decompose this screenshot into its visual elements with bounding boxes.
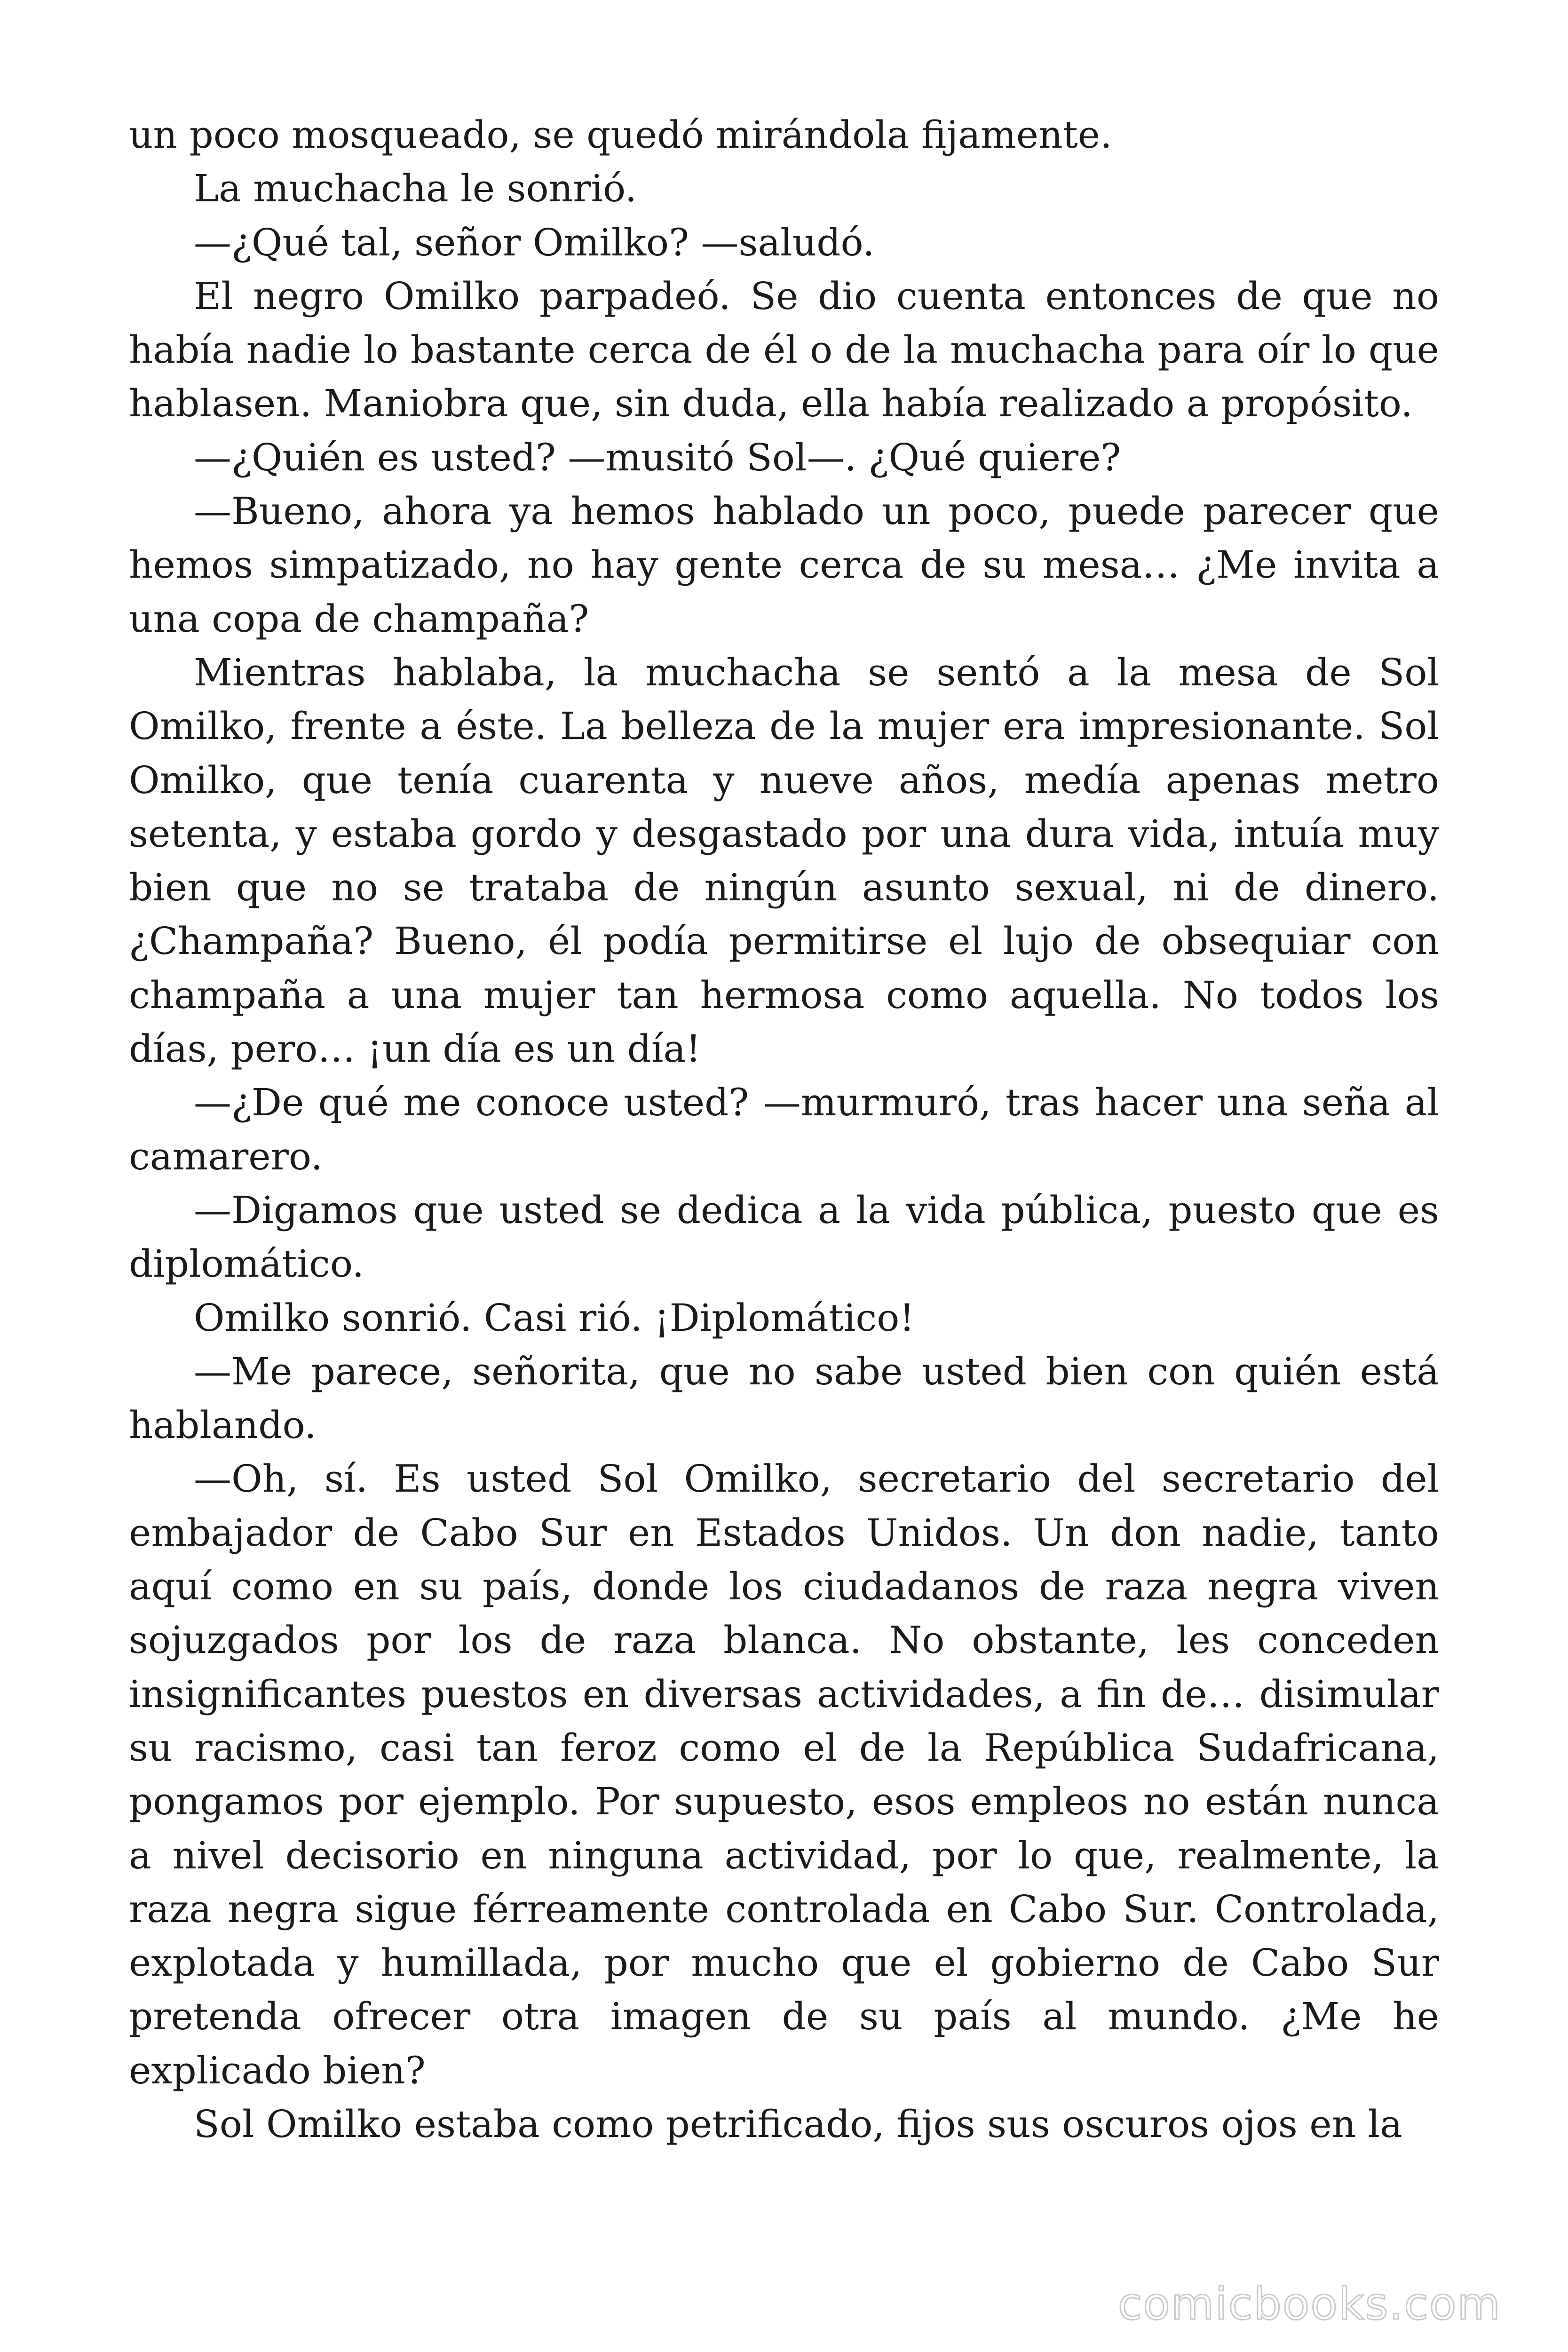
paragraph: La muchacha le sonrió. xyxy=(194,167,637,211)
paragraph: —Me parece, señorita, que no sabe usted bien con quién está hablando. xyxy=(129,1349,1439,1447)
book-page-text xyxy=(129,108,1439,2151)
paragraph: —¿De qué me conoce usted? —murmuró, tras hacer una seña al camarero. xyxy=(129,1081,1439,1178)
watermark: comicbooks.com xyxy=(1117,2279,1501,2330)
paragraph: —Digamos que usted se dedica a la vida pública, puesto que es diplomático. xyxy=(129,1188,1439,1286)
paragraph: Mientras hablaba, la muchacha se sentó a la mesa de Sol Omilko, frente a éste. La belleza de la mujer era impresionante. Sol Omilko, que tenía cuarenta y nueve años, medía apenas metro setenta, y estaba gordo y desgastado por una dura vida, intuía muy bien que no se trataba de ningún asunto sexual, ni de dinero. ¿Champaña? Bueno, él podía permitirse el lujo de obsequiar con champaña a una mujer tan hermosa como aquella. No todos los días, pero… ¡un día es un día! xyxy=(129,650,1439,1071)
paragraph: —Bueno, ahora ya hemos hablado un poco, puede parecer que hemos simpatizado, no hay gente cerca de su mesa… ¿Me invita a una copa de champaña? xyxy=(129,489,1439,641)
paragraph: Sol Omilko estaba como petrificado, fijos sus oscuros ojos en la xyxy=(194,2102,1402,2146)
paragraph: —Oh, sí. Es usted Sol Omilko, secretario del secretario del embajador de Cabo Sur en Estados Unidos. Un don nadie, tanto aquí como en su país, donde los ciudadanos de raza negra viven sojuzgados por los de raza blanca. No obstante, les conceden insignificantes puestos en diversas actividades, a fin de… disimular su racismo, casi tan feroz como el de la República Sudafricana, pongamos por ejemplo. Por supuesto, esos empleos no están nunca a nivel decisorio en ninguna actividad, por lo que, realmente, la raza negra sigue férreamente controlada en Cabo Sur. Controlada, explotada y humillada, por mucho que el gobierno de Cabo Sur pretenda ofrecer otra imagen de su país al mundo. ¿Me he explicado bien? xyxy=(129,1457,1439,2092)
paragraph: —¿Quién es usted? —musitó Sol—. ¿Qué quiere? xyxy=(194,435,1121,479)
paragraph: —¿Qué tal, señor Omilko? —saludó. xyxy=(194,220,875,264)
paragraph: Omilko sonrió. Casi rió. ¡Diplomático! xyxy=(194,1295,915,1340)
paragraph: El negro Omilko parpadeó. Se dio cuenta entonces de que no había nadie lo bastante cerca de él o de la muchacha para oír lo que hablasen. Maniobra que, sin duda, ella había realizado a propósito. xyxy=(129,274,1439,426)
paragraph-continuation: un poco mosqueado, se quedó mirándola fijamente. xyxy=(129,113,1112,157)
